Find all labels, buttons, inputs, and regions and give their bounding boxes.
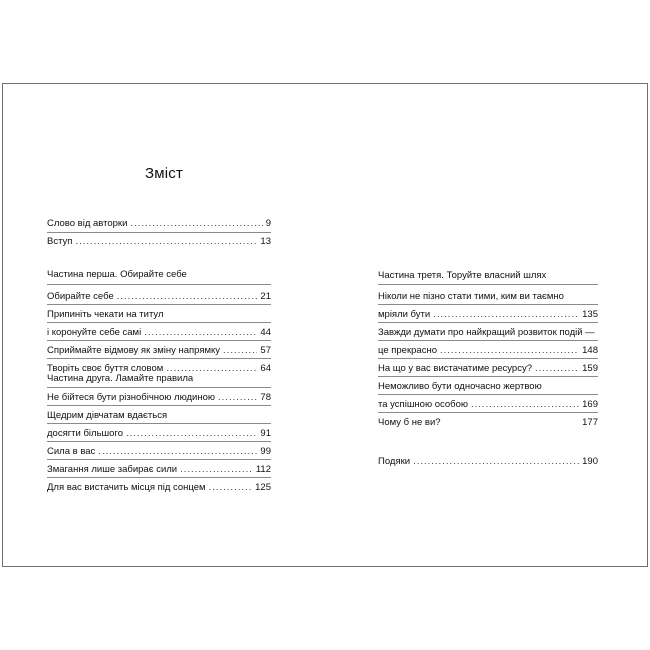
entry-divider — [378, 304, 598, 305]
toc-entry-line: Завжди думати про найкращий розвиток подій — — [378, 327, 595, 338]
leader-dots — [126, 428, 257, 439]
toc-entry-intro — [47, 236, 271, 247]
toc-page-number: 91 — [260, 428, 271, 439]
entry-divider — [378, 358, 598, 359]
toc-entry-text: Слово від авторки — [47, 218, 128, 229]
toc-page-number: 78 — [260, 392, 271, 403]
part-divider — [47, 284, 271, 285]
toc-entry — [47, 482, 271, 493]
entry-divider — [378, 340, 598, 341]
toc-page-number: 9 — [265, 218, 271, 229]
toc-entry-text: і коронуйте себе самі — [47, 327, 142, 338]
leader-dots — [413, 456, 579, 467]
toc-entry — [47, 345, 271, 356]
toc-entry-text: досягти більшого — [47, 428, 123, 439]
toc-entry — [378, 399, 598, 410]
entry-divider — [47, 358, 271, 359]
leader-dots — [223, 345, 257, 356]
page-title: Зміст — [145, 165, 184, 182]
entry-divider — [47, 459, 271, 460]
part-two-title: Частина друга. Ламайте правила — [47, 373, 194, 384]
entry-divider — [47, 477, 271, 478]
leader-dots — [117, 291, 258, 302]
entry-divider — [47, 232, 271, 233]
toc-entry-line: Щедрим дівчатам вдається — [47, 410, 168, 421]
part-three-title: Частина третя. Торуйте власний шлях — [378, 270, 547, 281]
entry-divider — [47, 340, 271, 341]
toc-entry-text: це прекрасно — [378, 345, 437, 356]
leader-dots — [130, 218, 262, 229]
leader-dots — [144, 327, 257, 338]
toc-entry — [47, 464, 271, 475]
toc-entry-line: Неможливо бути одночасно жертвою — [378, 381, 542, 392]
toc-entry-text: Подяки — [378, 456, 411, 467]
toc-page-number: 57 — [260, 345, 271, 356]
toc-entry — [378, 363, 598, 374]
leader-dots — [535, 363, 579, 374]
toc-entry-text: Вступ — [47, 236, 73, 247]
toc-page-number: 99 — [260, 446, 271, 457]
toc-page-number: 190 — [582, 456, 598, 467]
toc-page-number: 169 — [582, 399, 598, 410]
leader-dots — [209, 482, 253, 493]
entry-divider — [378, 394, 598, 395]
part-divider — [378, 284, 598, 285]
entry-divider — [47, 304, 271, 305]
toc-page-number: 148 — [582, 345, 598, 356]
part-divider — [47, 387, 271, 388]
toc-entry-text: Для вас вистачить місця під сонцем — [47, 482, 206, 493]
leader-dots — [433, 309, 579, 320]
toc-entry-line: Припиніть чекати на титул — [47, 309, 164, 320]
entry-divider — [378, 412, 598, 413]
toc-entry — [378, 417, 598, 428]
toc-entry-text: мріяли бути — [378, 309, 431, 320]
leader-dots — [75, 236, 257, 247]
toc-entry-text: На що у вас вистачатиме ресурсу? — [378, 363, 533, 374]
leader-dots — [180, 464, 253, 475]
entry-divider — [378, 322, 598, 323]
toc-page-number: 177 — [582, 417, 598, 428]
leader-dots — [218, 392, 257, 403]
toc-page-number: 112 — [255, 464, 271, 475]
entry-divider — [378, 376, 598, 377]
entry-divider — [47, 322, 271, 323]
toc-entry-text: Сприймайте відмову як зміну напрямку — [47, 345, 221, 356]
toc-entry-text: Чому б не ви? — [378, 417, 441, 428]
toc-entry — [378, 345, 598, 356]
leader-dots — [471, 399, 579, 410]
entry-divider — [47, 423, 271, 424]
part-one-title: Частина перша. Обирайте себе — [47, 269, 187, 280]
toc-entry — [47, 327, 271, 338]
toc-entry — [47, 291, 271, 302]
toc-entry-text: та успішною особою — [378, 399, 469, 410]
toc-entry — [378, 309, 598, 320]
toc-page-number: 13 — [260, 236, 271, 247]
book-spread — [2, 83, 648, 567]
toc-entry-text: Творіть своє буття словом — [47, 363, 164, 374]
toc-entry — [47, 392, 271, 403]
toc-entry-text: Змагання лише забирає сили — [47, 464, 178, 475]
toc-page-number: 125 — [255, 482, 271, 493]
leader-dots — [98, 446, 257, 457]
entry-divider — [47, 441, 271, 442]
toc-entry — [47, 428, 271, 439]
toc-page-number: 159 — [582, 363, 598, 374]
entry-divider — [47, 405, 271, 406]
toc-entry-foreword — [47, 218, 271, 229]
toc-entry-line: Ніколи не пізно стати тими, ким ви таємно — [378, 291, 564, 302]
leader-dots — [440, 345, 579, 356]
toc-entry — [47, 446, 271, 457]
toc-page-number: 21 — [260, 291, 271, 302]
toc-entry-thanks — [378, 456, 598, 467]
toc-entry-text: Сила в вас — [47, 446, 96, 457]
toc-entry-text: Не бійтеся бути різнобічною людиною — [47, 392, 216, 403]
toc-page-number: 44 — [260, 327, 271, 338]
toc-page-number: 135 — [582, 309, 598, 320]
toc-entry-text: Обирайте себе — [47, 291, 114, 302]
toc-page-number: 64 — [260, 363, 271, 374]
